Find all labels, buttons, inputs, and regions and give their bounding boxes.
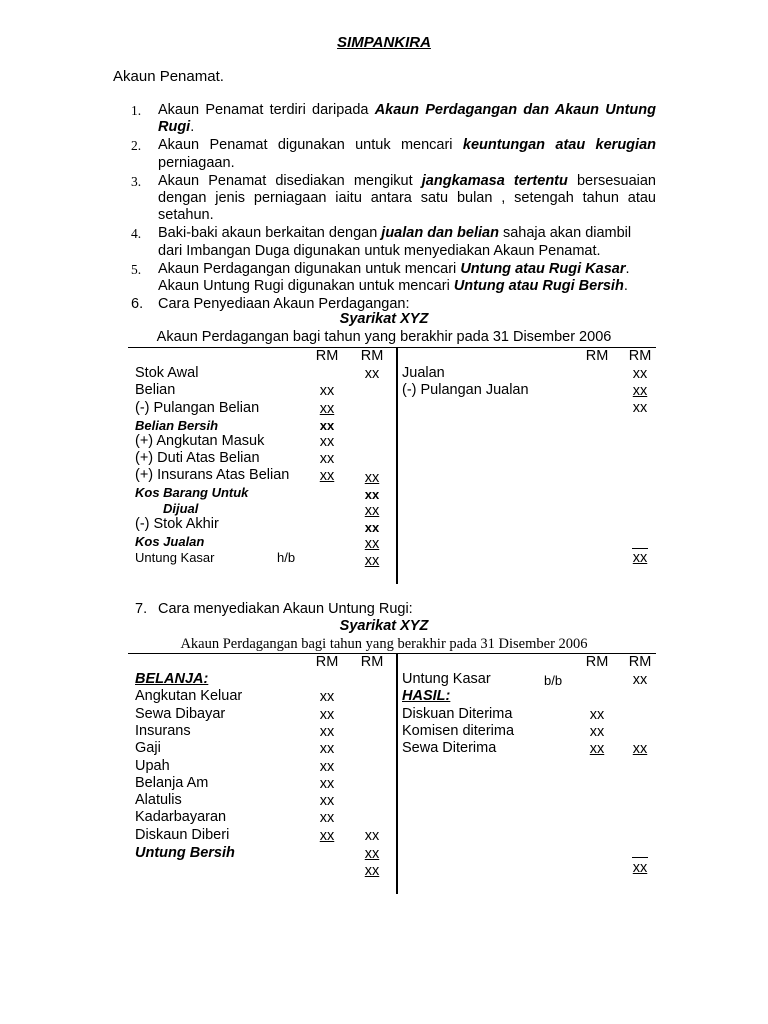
kadarbayaran-label: Kadarbayaran: [135, 809, 227, 825]
bb-label: b/b: [544, 673, 563, 688]
angkutan-masuk-label: (+) Angkutan Masuk: [135, 433, 265, 449]
amount: xx: [319, 451, 335, 467]
item-text: Akaun Penamat disediakan mengikut: [158, 172, 422, 189]
untung-kasar-label: Untung Kasar: [135, 550, 215, 565]
belian-bersih-label: Belian Bersih: [135, 418, 219, 433]
amount: xx: [319, 724, 335, 740]
item-text-end: perniagaan.: [158, 154, 235, 171]
upah-label: Upah: [135, 758, 170, 774]
rm-header: RM: [315, 654, 339, 670]
amount: xx: [319, 776, 335, 792]
item-emphasis: Untung atau Rugi Bersih: [453, 278, 624, 295]
item-text: Akaun Penamat digunakan untuk mencari: [158, 137, 463, 154]
insurans-label: Insurans: [135, 723, 191, 739]
jualan-label: Jualan: [402, 365, 445, 381]
gaji-label: Gaji: [135, 740, 161, 756]
rm-header: RM: [360, 654, 384, 670]
rm-header: RM: [360, 348, 384, 364]
total-rule: [632, 548, 648, 549]
amount: xx: [319, 828, 335, 844]
amount: xx: [589, 741, 605, 757]
amount: xx: [364, 553, 380, 569]
duti-label: (+) Duti Atas Belian: [135, 450, 260, 466]
kos-barang-label: Kos Barang Untuk: [135, 485, 249, 500]
trading-company: Syarikat XYZ: [339, 311, 429, 327]
item-text-end: .: [623, 278, 628, 295]
pl-top-rule: [128, 653, 656, 654]
rm-header: RM: [628, 348, 652, 364]
amount: xx: [319, 401, 335, 417]
amount: xx: [589, 724, 605, 740]
trading-top-rule: [128, 347, 656, 348]
trading-divider: [396, 348, 398, 584]
insurans-label: (+) Insurans Atas Belian: [135, 467, 290, 483]
hb-label: h/b: [277, 550, 296, 565]
stok-akhir-label: (-) Stok Akhir: [135, 516, 219, 532]
item-text: Akaun Perdagangan digunakan untuk mencari: [158, 260, 461, 277]
amount: xx: [364, 536, 380, 552]
points-list: [131, 102, 656, 314]
item-emphasis: Untung atau Rugi Kasar: [460, 260, 626, 277]
item-emphasis: keuntungan atau kerugian: [462, 137, 656, 154]
rm-header: RM: [315, 348, 339, 364]
list-item: [131, 137, 656, 171]
item-text-end: .: [190, 119, 195, 136]
amount: xx: [364, 503, 380, 519]
item-text-end: sahaja akan diambil dari Imbangan Duga digunakan untuk menyediakan Akaun Penamat.: [158, 225, 632, 259]
item-number: 3.: [131, 173, 142, 189]
amount: xx: [632, 366, 648, 382]
amount: xx: [364, 828, 380, 844]
amount: xx: [319, 468, 335, 484]
intro-heading: Akaun Penamat.: [113, 68, 224, 85]
amount: xx: [364, 863, 380, 879]
list-item: [131, 225, 656, 259]
item-text: Akaun Penamat terdiri daripada: [158, 102, 375, 118]
list-item: [131, 173, 656, 225]
amount: xx: [319, 759, 335, 775]
kos-jualan-label: Kos Jualan: [135, 534, 205, 549]
amount: xx: [632, 860, 648, 876]
trading-subtitle: Akaun Perdagangan bagi tahun yang berakhir pada 31 Disember 2006: [156, 329, 612, 345]
diskuan-diterima-label: Diskuan Diterima: [402, 706, 513, 722]
belian-label: Belian: [135, 382, 176, 398]
angkutan-keluar-label: Angkutan Keluar: [135, 688, 243, 704]
item-number: 2.: [131, 138, 142, 154]
amount: xx: [632, 672, 648, 688]
pl-company: Syarikat XYZ: [339, 618, 429, 634]
amount: xx: [632, 741, 648, 757]
amount: xx: [632, 400, 648, 416]
hasil-heading: HASIL:: [402, 688, 451, 704]
amount: xx: [364, 366, 380, 382]
item-number: 7.: [135, 601, 148, 617]
alatulis-label: Alatulis: [135, 792, 182, 808]
rm-header: RM: [628, 654, 652, 670]
item-text: Cara Penyediaan Akaun Perdagangan:: [158, 296, 410, 313]
rm-header: RM: [585, 654, 609, 670]
untung-bersih-label: Untung Bersih: [135, 845, 235, 861]
item-number: 1.: [131, 103, 142, 118]
item-number: 4.: [131, 226, 142, 242]
amount: xx: [319, 810, 335, 826]
amount: xx: [364, 470, 380, 486]
pulangan-jualan-label: (-) Pulangan Jualan: [402, 382, 529, 398]
amount: xx: [319, 793, 335, 809]
item-text: Baki-baki akaun berkaitan dengan: [158, 225, 382, 242]
amount: xx: [364, 846, 380, 862]
belanja-heading: BELANJA:: [135, 671, 209, 687]
amount: xx: [589, 707, 605, 723]
diskaun-diberi-label: Diskaun Diberi: [135, 827, 230, 843]
rm-header: RM: [585, 348, 609, 364]
sewa-diterima-label: Sewa Diterima: [402, 740, 497, 756]
amount: xx: [632, 383, 648, 399]
amount: xx: [319, 707, 335, 723]
sewa-dibayar-label: Sewa Dibayar: [135, 706, 226, 722]
amount: xx: [319, 434, 335, 450]
amount: xx: [364, 520, 380, 535]
pl-subtitle: Akaun Perdagangan bagi tahun yang berakhir pada 31 Disember 2006: [180, 636, 588, 652]
amount: xx: [319, 741, 335, 757]
komisen-label: Komisen diterima: [402, 723, 515, 739]
amount: xx: [364, 487, 380, 502]
list-item: [135, 601, 413, 617]
dijual-label: Dijual: [163, 501, 199, 516]
item-text-end: .: [625, 260, 630, 277]
untung-kasar-label: Untung Kasar: [402, 671, 491, 687]
belanja-am-label: Belanja Am: [135, 775, 209, 791]
item-emphasis: Akaun Perdagangan dan Akaun Untung Rugi: [158, 102, 656, 136]
item-emphasis: jualan dan belian: [381, 225, 499, 242]
item-text: Akaun Untung Rugi digunakan untuk mencari: [158, 278, 454, 295]
stok-awal-label: Stok Awal: [135, 365, 199, 381]
amount: xx: [632, 550, 648, 566]
list-item: [131, 102, 656, 136]
list-item: [131, 261, 656, 295]
item-number: 6.: [131, 296, 144, 313]
amount: xx: [319, 383, 335, 399]
pulangan-belian-label: (-) Pulangan Belian: [135, 400, 260, 416]
page-title: SIMPANKIRA: [337, 34, 431, 51]
item-number: 5.: [131, 261, 142, 277]
total-rule: [632, 857, 648, 858]
item-text: Cara menyediakan Akaun Untung Rugi:: [158, 601, 413, 617]
item-emphasis: jangkamasa tertentu: [421, 172, 568, 189]
amount: xx: [319, 418, 335, 433]
item-text-end: bersesuaian dengan jenis perniagaan iaitu antara satu bulan , setengah tahun atau setahun.: [158, 172, 656, 224]
pl-divider: [396, 654, 398, 894]
amount: xx: [319, 689, 335, 705]
